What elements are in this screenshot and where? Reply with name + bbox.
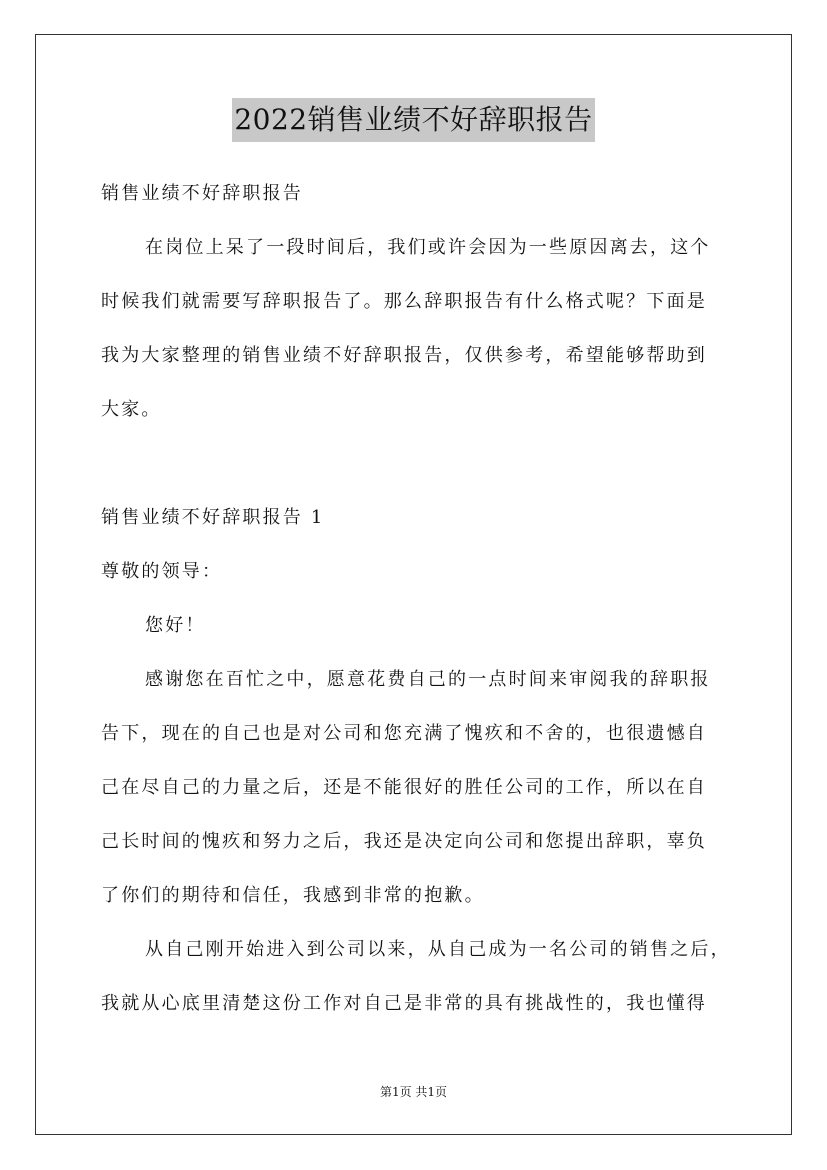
body-line-7: 我就从心底里清楚这份工作对自己是非常的具有挑战性的，我也懂得: [101, 993, 707, 1014]
page-number-footer: 第1页 共1页: [379, 1085, 448, 1099]
intro-line-1: 在岗位上呆了一段时间后，我们或许会因为一些原因离去，这个: [145, 237, 711, 258]
body-line-2: 告下，现在的自己也是对公司和您充满了愧疚和不舍的，也很遗憾自: [101, 723, 707, 744]
body-line-4: 己长时间的愧疚和努力之后，我还是决定向公司和您提出辞职，辜负: [101, 831, 707, 852]
document-subtitle: 销售业绩不好辞职报告: [101, 183, 303, 204]
greeting: 您好！: [145, 615, 206, 636]
body-line-5: 了你们的期待和信任，我感到非常的抱歉。: [101, 885, 485, 906]
body-line-1: 感谢您在百忙之中，愿意花费自己的一点时间来审阅我的辞职报: [145, 669, 711, 690]
title-container: [0, 98, 827, 142]
section-heading: 销售业绩不好辞职报告 1: [101, 507, 325, 528]
intro-line-2: 时候我们就需要写辞职报告了。那么辞职报告有什么格式呢？下面是: [101, 291, 707, 312]
intro-line-4: 大家。: [101, 399, 162, 420]
body-line-3: 己在尽自己的力量之后，还是不能很好的胜任公司的工作，所以在自: [101, 777, 707, 798]
salutation: 尊敬的领导：: [101, 561, 223, 582]
document-title: 2022销售业绩不好辞职报告: [232, 98, 594, 142]
body-line-6: 从自己刚开始进入到公司以来，从自己成为一名公司的销售之后，: [145, 939, 731, 960]
intro-line-3: 我为大家整理的销售业绩不好辞职报告，仅供参考，希望能够帮助到: [101, 345, 707, 366]
